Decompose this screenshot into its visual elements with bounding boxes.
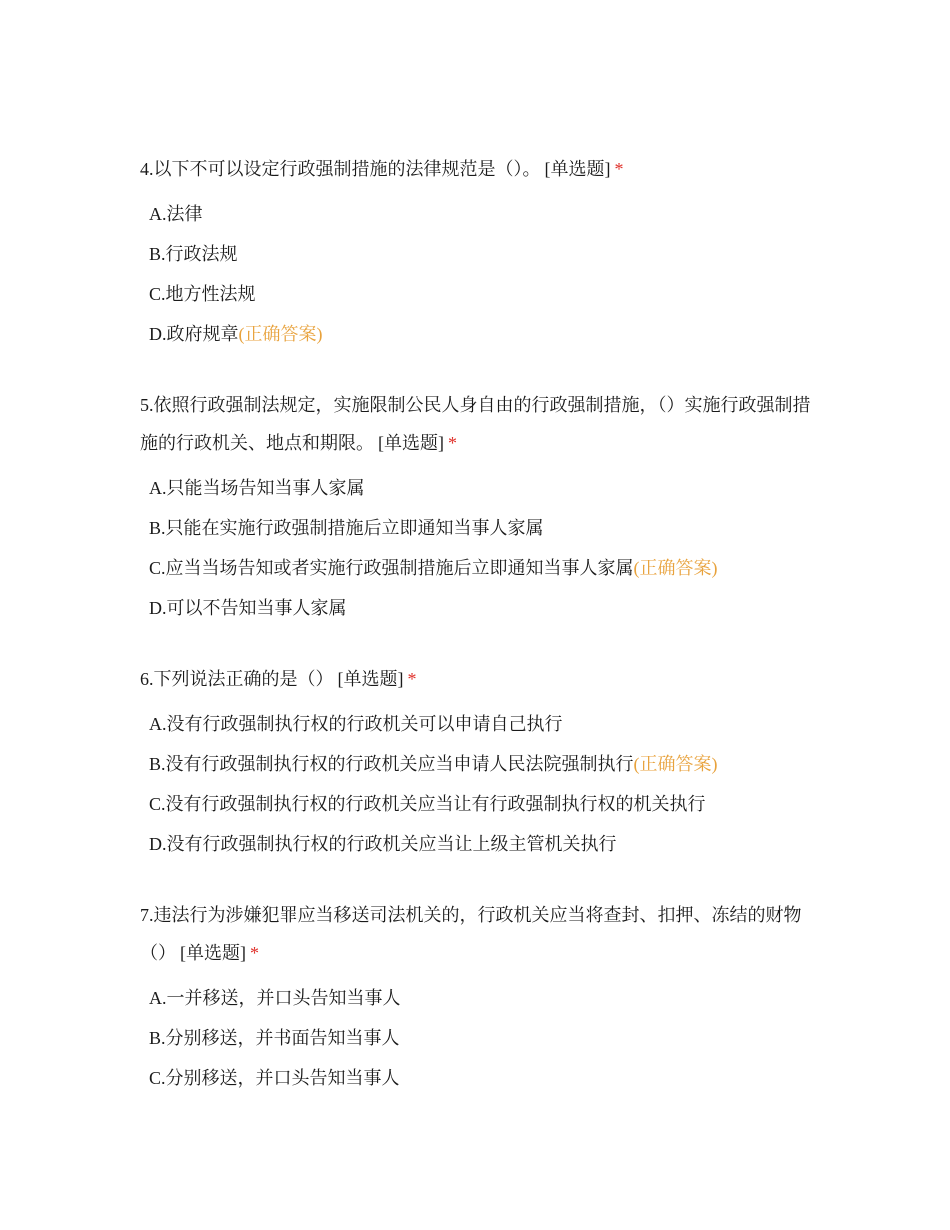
question-type: [单选题] [544,159,611,179]
option-b[interactable]: B.分别移送，并书面告知当事人 [149,1028,400,1048]
option-c[interactable]: C.没有行政强制执行权的行政机关应当让有行政强制执行权的机关执行 [149,794,706,814]
option-d[interactable]: D.可以不告知当事人家属 [149,598,347,618]
question-text: 4.以下不可以设定行政强制措施的法律规范是（）。 [单选题] * [140,159,624,179]
option-c[interactable]: C.应当当场告知或者实施行政强制措施后立即通知当事人家属(正确答案) [149,558,718,578]
correct-answer-tag: (正确答案) [633,754,718,774]
option-c[interactable]: C.地方性法规 [149,284,256,304]
required-mark: * [250,943,259,963]
option-d[interactable]: D.政府规章(正确答案) [149,324,323,344]
correct-answer-tag: (正确答案) [633,558,718,578]
option-a[interactable]: A.一并移送，并口头告知当事人 [149,988,401,1008]
question-type: [单选题] [180,943,246,963]
question-4 [140,150,820,354]
option-b[interactable]: B.没有行政强制执行权的行政机关应当申请人民法院强制执行(正确答案) [149,754,718,774]
question-list [140,150,820,1130]
question-5 [140,386,820,628]
question-text: 6.下列说法正确的是（） [单选题] * [140,669,417,689]
question-6 [140,660,820,864]
option-a[interactable]: A.只能当场告知当事人家属 [149,478,365,498]
correct-answer-tag: (正确答案) [238,324,323,344]
question-7 [140,896,820,1098]
question-text: 5.依照行政强制法规定，实施限制公民人身自由的行政强制措施，（）实施行政强制措施的行政机关、地点和期限。 [单选题] * [140,395,811,453]
option-b[interactable]: B.行政法规 [149,244,238,264]
required-mark: * [448,433,457,453]
option-d[interactable]: D.没有行政强制执行权的行政机关应当让上级主管机关执行 [149,834,617,854]
question-text: 7.违法行为涉嫌犯罪应当移送司法机关的，行政机关应当将查封、扣押、冻结的财物（） [单选题] * [140,905,802,963]
question-type: [单选题] [378,433,444,453]
option-a[interactable]: A.法律 [149,204,203,224]
option-c[interactable]: C.分别移送，并口头告知当事人 [149,1068,400,1088]
option-a[interactable]: A.没有行政强制执行权的行政机关可以申请自己执行 [149,714,563,734]
question-type: [单选题] [337,669,404,689]
required-mark: * [614,159,624,179]
required-mark: * [407,669,417,689]
option-b[interactable]: B.只能在实施行政强制措施后立即通知当事人家属 [149,518,544,538]
